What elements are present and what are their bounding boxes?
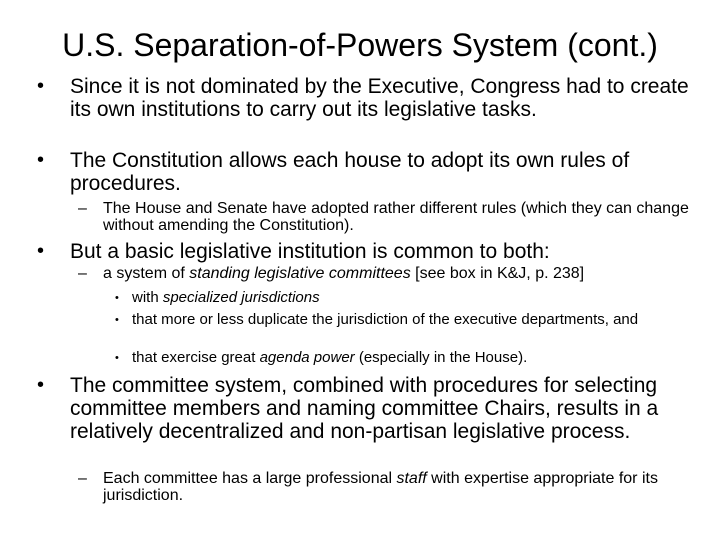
bullet-congress-institutions: Since it is not dominated by the Executive, Congress had to create its own institutions to carry out its legislative tasks.	[70, 75, 689, 121]
sub-bullet-marker: –	[78, 200, 87, 217]
sub-bullet-house-senate-rules: The House and Senate have adopted rather different rules (which they can change without amending the Constitution).	[103, 200, 689, 234]
bullet-marker: •	[37, 240, 45, 262]
sub-sub-bullet-marker: •	[115, 352, 119, 364]
bullet-marker: •	[37, 149, 45, 171]
text-run: that exercise great	[132, 349, 260, 366]
bullet-constitution-rules: The Constitution allows each house to adopt its own rules of procedures.	[70, 149, 630, 195]
sub-bullet-marker: –	[78, 470, 87, 487]
bullet-committee-system: The committee system, combined with procedures for selecting committee members and naming committee Chairs, results in a relatively decentralized and non-partisan legislative process.	[70, 374, 659, 443]
text-run: a system of	[103, 265, 190, 282]
emphasis-text: staff	[396, 470, 427, 487]
text-run: (especially in the House).	[354, 349, 528, 366]
emphasis-text: agenda power	[259, 349, 355, 366]
text-run: with expertise appropriate for its jurisdiction.	[103, 470, 658, 504]
sub-bullet-standing-committees	[103, 266, 693, 283]
emphasis-text: specialized jurisdictions	[162, 289, 320, 306]
sub-bullet-committee-staff	[103, 471, 663, 504]
bullet-marker: •	[37, 374, 45, 396]
text-run: [see box in K&J, p. 238]	[410, 265, 585, 282]
sub-bullet-marker: –	[78, 265, 87, 282]
text-run: with	[132, 289, 163, 306]
sub-sub-bullet-marker: •	[115, 314, 119, 326]
slide-title: U.S. Separation-of-Powers System (cont.)	[62, 27, 658, 63]
sub-sub-bullet-jurisdictions	[132, 290, 652, 306]
bullet-common-institution: But a basic legislative institution is common to both:	[70, 240, 550, 263]
sub-sub-bullet-marker: •	[115, 292, 119, 304]
text-run: that more or less duplicate the jurisdiction of the executive departments, and	[132, 311, 639, 328]
bullet-marker: •	[37, 75, 45, 97]
emphasis-text: standing legislative committees	[189, 265, 411, 282]
sub-sub-bullet-duplicate-departments	[132, 312, 652, 328]
sub-sub-bullet-agenda-power	[132, 350, 652, 366]
text-run: Each committee has a large professional	[103, 470, 397, 487]
